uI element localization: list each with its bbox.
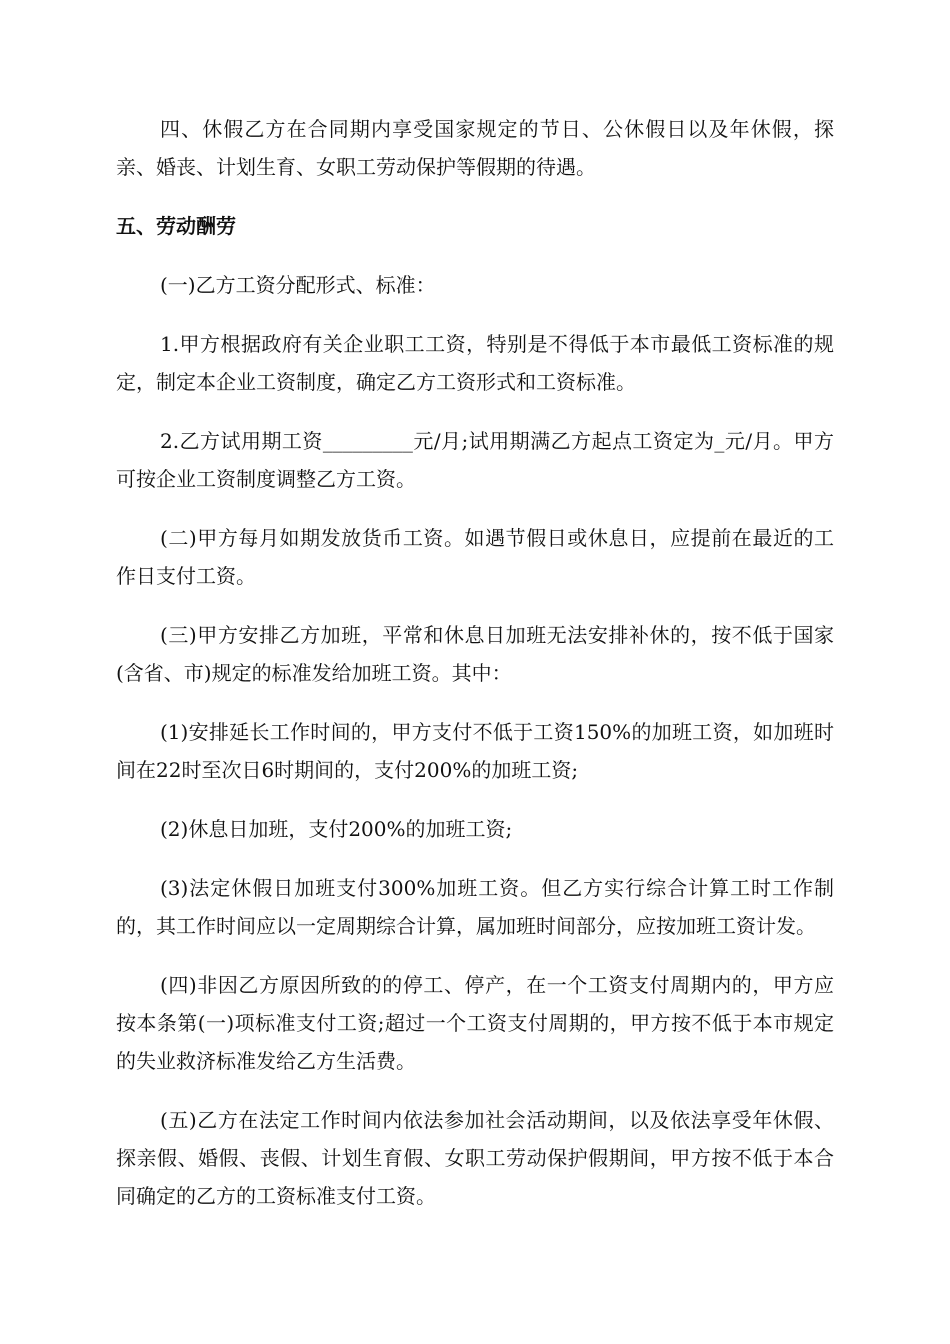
section-heading-labor-pay: 五、劳动酬劳	[116, 214, 236, 238]
paragraph-overtime: (三)甲方安排乙方加班，平常和休息日加班无法安排补休的，按不低于国家(含省、市)规定的标准发给加班工资。其中：	[116, 623, 834, 685]
paragraph-leave: 四、休假乙方在合同期内享受国家规定的节日、公休假日以及年休假，探亲、婚丧、计划生育、女职工劳动保护等假期的待遇。	[116, 117, 834, 179]
paragraph-overtime-holiday: (3)法定休假日加班支付300%加班工资。但乙方实行综合计算工时工作制的，其工作时间应以一定周期综合计算，属加班时间部分，应按加班工资计发。	[116, 876, 834, 938]
paragraph-wage-form: (一)乙方工资分配形式、标准：	[160, 273, 436, 297]
paragraph-probation-wage: 2.乙方试用期工资_________元/月;试用期满乙方起点工资定为_元/月。甲方可按企业工资制度调整乙方工资。	[116, 429, 834, 491]
paragraph-overtime-extended: (1)安排延长工作时间的，甲方支付不低于工资150%的加班工资，如加班时间在22时至次日6时期间的，支付200%的加班工资;	[116, 720, 834, 782]
paragraph-work-stoppage: (四)非因乙方原因所致的的停工、停产，在一个工资支付周期内的，甲方应按本条第(一)项标准支付工资;超过一个工资支付周期的，甲方按不低于本市规定的失业救济标准发给乙方生活费。	[116, 973, 834, 1073]
paragraph-overtime-rest-day: (2)休息日加班，支付200%的加班工资;	[160, 817, 513, 841]
paragraph-social-activities: (五)乙方在法定工作时间内依法参加社会活动期间，以及依法享受年休假、探亲假、婚假、丧假、计划生育假、女职工劳动保护假期间，甲方按不低于本合同确定的乙方的工资标准支付工资。	[116, 1108, 834, 1208]
paragraph-monthly-payment: (二)甲方每月如期发放货币工资。如遇节假日或休息日，应提前在最近的工作日支付工资。	[116, 526, 834, 588]
paragraph-wage-system: 1.甲方根据政府有关企业职工工资，特别是不得低于本市最低工资标准的规定，制定本企业工资制度，确定乙方工资形式和工资标准。	[116, 332, 834, 394]
